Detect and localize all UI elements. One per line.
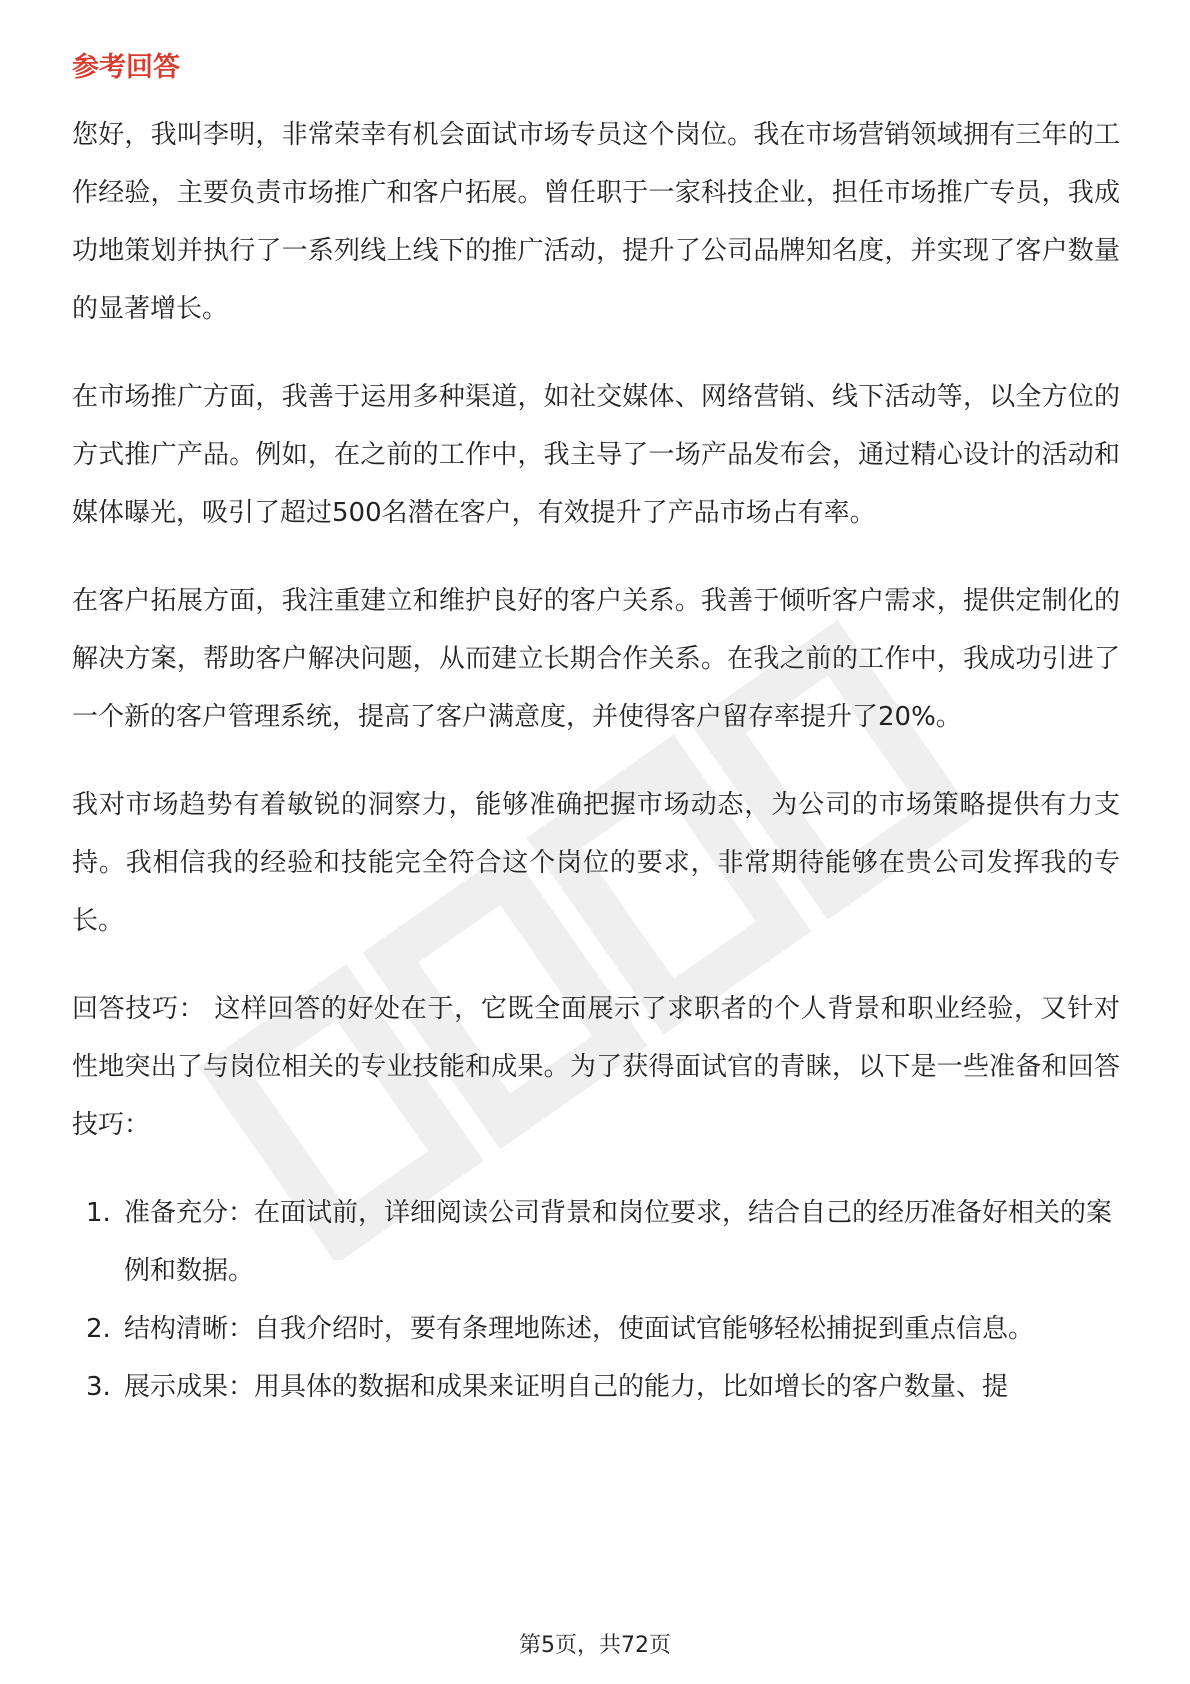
list-item-number: 1. [86, 1198, 111, 1228]
answer-paragraph-marketing: 在市场推广方面，我善于运用多种渠道，如社交媒体、网络营销、线下活动等，以全方位的方式推广产品。例如，在之前的工作中，我主导了一场产品发布会，通过精心设计的活动和媒体曝光，吸引了超过500名潜在客户，有效提升了产品市场占有率。 [72, 382, 1120, 528]
list-item-number: 2. [86, 1314, 111, 1344]
list-item [72, 1184, 1120, 1300]
list-item-text: 结构清晰：自我介绍时，要有条理地陈述，使面试官能够轻松捕捉到重点信息。 [124, 1314, 1035, 1344]
list-item-text: 准备充分：在面试前，详细阅读公司背景和岗位要求，结合自己的经历准备好相关的案例和数据。 [124, 1198, 1113, 1286]
list-item [72, 1358, 1120, 1416]
answer-tips-intro: 回答技巧： 这样回答的好处在于，它既全面展示了求职者的个人背景和职业经验，又针对性地突出了与岗位相关的专业技能和成果。为了获得面试官的青睐，以下是一些准备和回答技巧： [72, 994, 1120, 1140]
answer-paragraph-clients: 在客户拓展方面，我注重建立和维护良好的客户关系。我善于倾听客户需求，提供定制化的解决方案，帮助客户解决问题，从而建立长期合作关系。在我之前的工作中，我成功引进了一个新的客户管理系统，提高了客户满意度，并使得客户留存率提升了20%。 [72, 586, 1120, 732]
list-item [72, 1300, 1120, 1358]
answer-paragraph-intro: 您好，我叫李明，非常荣幸有机会面试市场专员这个岗位。我在市场营销领域拥有三年的工作经验，主要负责市场推广和客户拓展。曾任职于一家科技企业，担任市场推广专员，我成功地策划并执行了一系列线上线下的推广活动，提升了公司品牌知名度，并实现了客户数量的显著增长。 [72, 120, 1120, 324]
list-item-text: 展示成果：用具体的数据和成果来证明自己的能力，比如增长的客户数量、提 [124, 1372, 1009, 1402]
document-page [72, 48, 1120, 1416]
tips-list [72, 1184, 1120, 1416]
section-title: 参考回答 [72, 52, 180, 83]
answer-paragraph-closing: 我对市场趋势有着敏锐的洞察力，能够准确把握市场动态，为公司的市场策略提供有力支持。我相信我的经验和技能完全符合这个岗位的要求，非常期待能够在贵公司发挥我的专长。 [72, 790, 1120, 936]
page-footer: 第5页，共72页 [519, 1633, 671, 1658]
list-item-number: 3. [86, 1372, 111, 1402]
